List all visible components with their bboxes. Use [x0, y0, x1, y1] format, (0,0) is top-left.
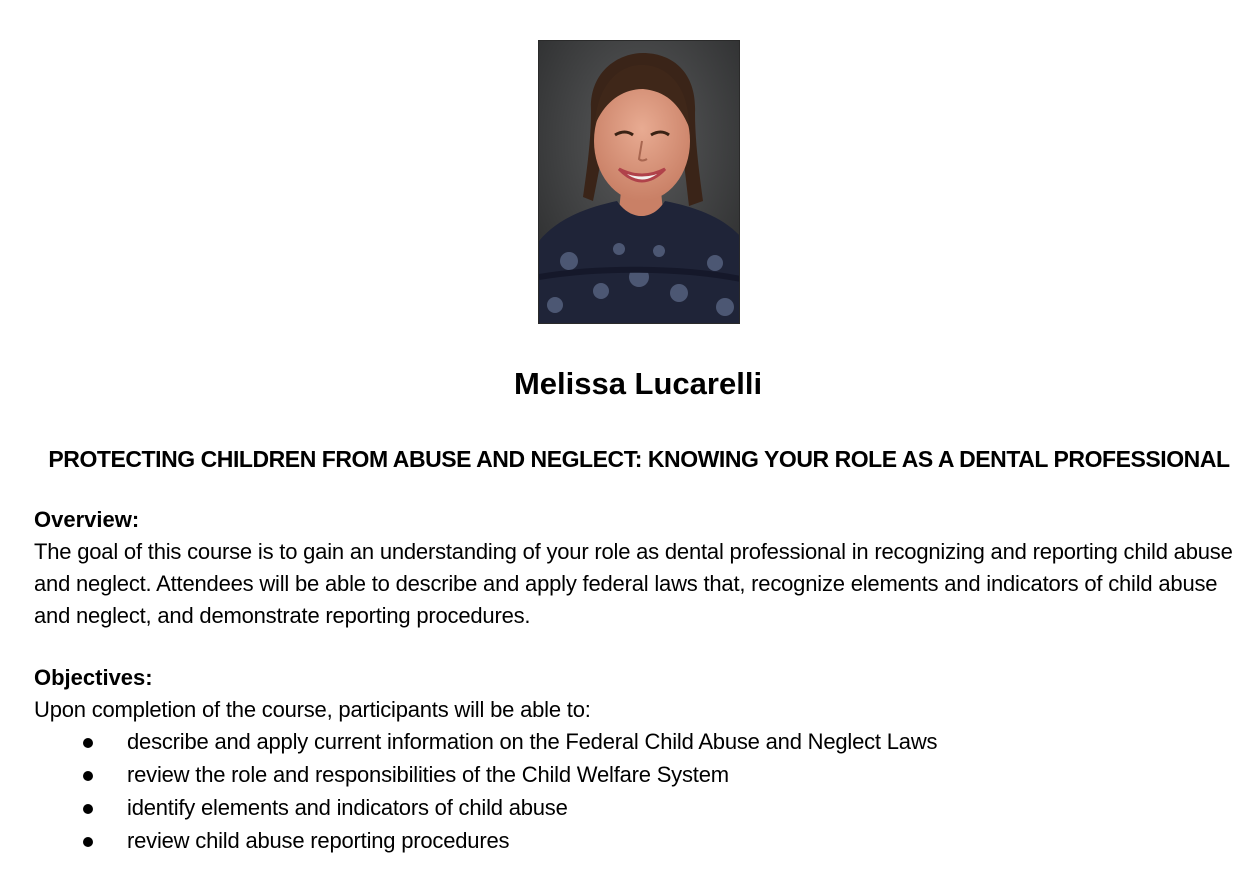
- bullet-icon: [83, 837, 93, 847]
- speaker-photo: [538, 40, 740, 324]
- bullet-icon: [83, 771, 93, 781]
- objective-text: review the role and responsibilities of the Child Welfare System: [127, 762, 729, 787]
- course-title: PROTECTING CHILDREN FROM ABUSE AND NEGLECT: KNOWING YOUR ROLE AS A DENTAL PROFESSIONAL: [48, 446, 1230, 472]
- objective-text: identify elements and indicators of child abuse: [127, 795, 568, 820]
- bullet-icon: [83, 804, 93, 814]
- objective-text: describe and apply current information on the Federal Child Abuse and Neglect Laws: [127, 729, 938, 754]
- objective-text: review child abuse reporting procedures: [127, 828, 510, 853]
- objectives-intro: Upon completion of the course, participants will be able to:: [34, 697, 591, 722]
- overview-text: The goal of this course is to gain an understanding of your role as dental professional in recognizing and reporting child abuse and neglect. Attendees will be able to describe and apply federal laws that, recognize elements and indicators of child abuse and neglect, and demonstrate reporting procedures.: [34, 539, 1233, 628]
- speaker-name: Melissa Lucarelli: [513, 366, 763, 401]
- speaker-portrait-image: [539, 41, 740, 324]
- overview-heading: Overview:: [34, 507, 140, 532]
- objectives-heading: Objectives:: [34, 665, 153, 690]
- bullet-icon: [83, 738, 93, 748]
